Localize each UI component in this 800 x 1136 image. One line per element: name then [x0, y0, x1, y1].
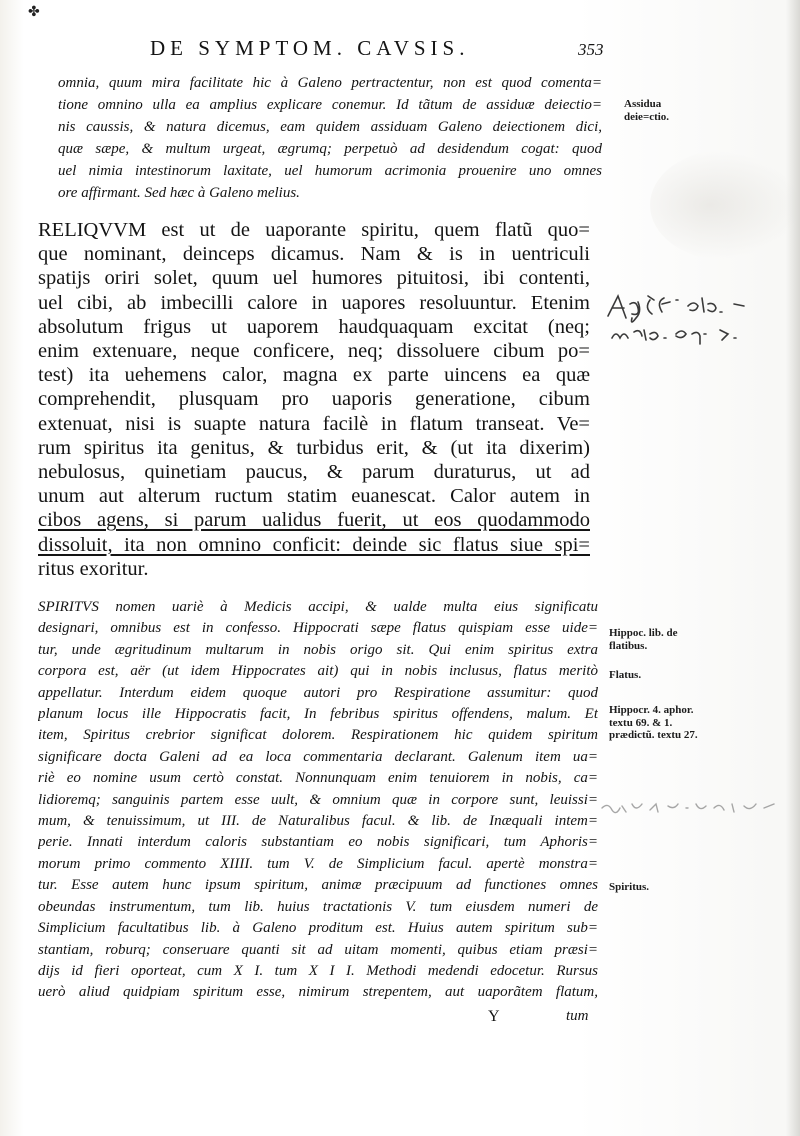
- margin-note-flatus: Flatus.: [609, 669, 642, 681]
- text-line: unum aut alterum ructum statim euanescat. Calor autem in: [38, 485, 590, 508]
- text-line: que nominant, deinceps dicamus. Nam & is in uentriculi: [38, 243, 590, 266]
- text-line: corpora est, aër (ut idem Hippocrates ait) qui in nobis inclusus, flatus meritò: [38, 663, 598, 680]
- text-line: tione omnino ulla ea amplius explicare conemur. Id tãtum de assiduæ deiectio=: [58, 97, 602, 113]
- text-line: extenuat, nisi is suapte natura facilè in flatum transeat. Ve=: [38, 412, 590, 435]
- text-line: appellatur. Interdum eidem quoque autori pro Respiratione assumitur: quod: [38, 684, 598, 701]
- text-line: tur. Esse autem hunc ipsum spiritum, animæ præcipuum ad functiones omnes: [38, 877, 598, 894]
- paragraph-spiritus: [38, 597, 598, 1004]
- text-line: uerò aliud quidpiam spiritum esse, nimirum strepentem, aut uaporãtem flatum,: [38, 984, 598, 1001]
- text-line: uel cibi, ab imbecilli calore in uapores resoluuntur. Etenim: [38, 291, 590, 314]
- text-line: comprehendit, plusquam pro uaporis generatione, cibum: [38, 388, 590, 411]
- text-line: item, Spiritus crebrior significat dolorem. Respirationem hic quidem spiritum: [38, 727, 598, 744]
- text-line: designari, omnibus est in confesso. Hippocrati sæpe flatus quispiam esse uide=: [38, 620, 598, 637]
- ink-smudge-icon: [598, 796, 788, 818]
- signature-mark: Y: [488, 1008, 500, 1025]
- text-line: planum locus ille Hippocratis facit, In febribus spiritus offendens, malum. Et: [38, 706, 598, 723]
- text-line: rum spiritus ita genitus, & turbidus erit, & (ut ita dixerim): [38, 436, 590, 459]
- text-line: ore affirmant. Sed hæc à Galeno melius.: [58, 185, 300, 201]
- text-line: ritus exoritur.: [38, 557, 149, 580]
- text-line: tur, unde ægritudinum multarum in nobis origo sit. Qui enim spiritus extra: [38, 641, 598, 658]
- corner-ornament-icon: ✤: [28, 5, 40, 20]
- text-line: absolutum frigus ut uaporem haudquaquam excitat (neq;: [38, 315, 590, 338]
- text-line: enim extenuare, neque conficere, neq; dissoluere cibum po=: [38, 340, 590, 363]
- underlined-text-line: dissoluit, ita non omnino conficit: deinde sic flatus siue spi=: [38, 533, 590, 556]
- paragraph-reliquum: [38, 218, 590, 581]
- text-line: dijs id fieri oporteat, cum X I. tum X I I. Methodi medendi edocetur. Rursus: [38, 962, 598, 979]
- text-line: riè eo nomine usum certò constat. Nonnunquam enim tenuiorem in nobis, ca=: [38, 770, 598, 787]
- text-line: obeundas instrumentum, tum lib. huius tractationis V. tum eiusdem numeri de: [38, 898, 598, 915]
- text-line: stantiam, roburq; conseruare quanti sit ad uitam momenti, quibus etiam præsi=: [38, 941, 598, 958]
- text-line: morum primo commento XIIII. tum V. de Simplicium facul. apertè monstra=: [38, 855, 598, 872]
- text-line: test) ita uehemens calor, magna ex parte uincens ea quæ: [38, 364, 590, 387]
- catchword: tum: [566, 1008, 589, 1024]
- margin-note-spiritus: Spiritus.: [609, 881, 650, 893]
- text-line: nebulosus, quinetiam paucus, & parum duraturus, ut ad: [38, 461, 590, 484]
- margin-note-hippoc-flatibus: Hippoc. lib. de flatibus.: [609, 627, 678, 652]
- text-line: lidioremq; sanguinis partem esse uult, & omnium quæ in corpore sunt, leuissi=: [38, 791, 598, 808]
- margin-note-assidua: Assidua deie=ctio.: [624, 98, 670, 123]
- text-line: spatijs oriri solet, quum uel humores pituitosi, ibi contenti,: [38, 267, 590, 290]
- text-line: Simplicium facultatibus lib. à Galeno proditum est. Huius autem spiritum sub=: [38, 920, 598, 937]
- page-gutter-shadow: [786, 0, 800, 1136]
- handwritten-annotation-icon: [604, 290, 790, 352]
- running-title: DE SYMPTOM. CAVSIS.: [150, 36, 470, 60]
- text-line: uel nimia intestinorum laxitate, uel humorum acrimonia prouenire uno omnes: [58, 163, 602, 179]
- text-line: RELIQVVM est ut de uaporante spiritu, quem flatũ quo=: [38, 219, 590, 241]
- text-line: significare docta Galeni ad ea loca commentaria declarant. Galenum item ua=: [38, 748, 598, 765]
- water-stain: [650, 150, 800, 260]
- paragraph-assidua-deiectio: [58, 72, 602, 204]
- text-line: omnia, quum mira facilitate hic à Galeno pertractentur, non est quod comenta=: [58, 75, 602, 91]
- text-line: mum, & tenuissimum, ut III. de Naturalibus facul. & lib. de Inæquali intem=: [38, 813, 598, 830]
- page-number: 353: [578, 40, 604, 59]
- text-line: perie. Innati interdum caloris substantiam eo nobis significari, tum Aphoris=: [38, 834, 598, 851]
- text-line: quæ sæpe, & multum urgeat, ægrumq; perpetuò ad desidendum cogat: quod: [58, 141, 602, 157]
- text-line: nis caussis, & natura dicemus, eam quidem assiduam Galeno deiectionem dici,: [58, 119, 602, 135]
- margin-note-hippocr-aphor: Hippocr. 4. aphor. textu 69. & 1. prædictũ. textu 27.: [609, 704, 698, 741]
- underlined-text-line: cibos agens, si parum ualidus fuerit, ut eos quodammodo: [38, 509, 590, 532]
- text-line: SPIRITVS nomen uariè à Medicis accipi, & ualde multa eius significatu: [38, 599, 598, 615]
